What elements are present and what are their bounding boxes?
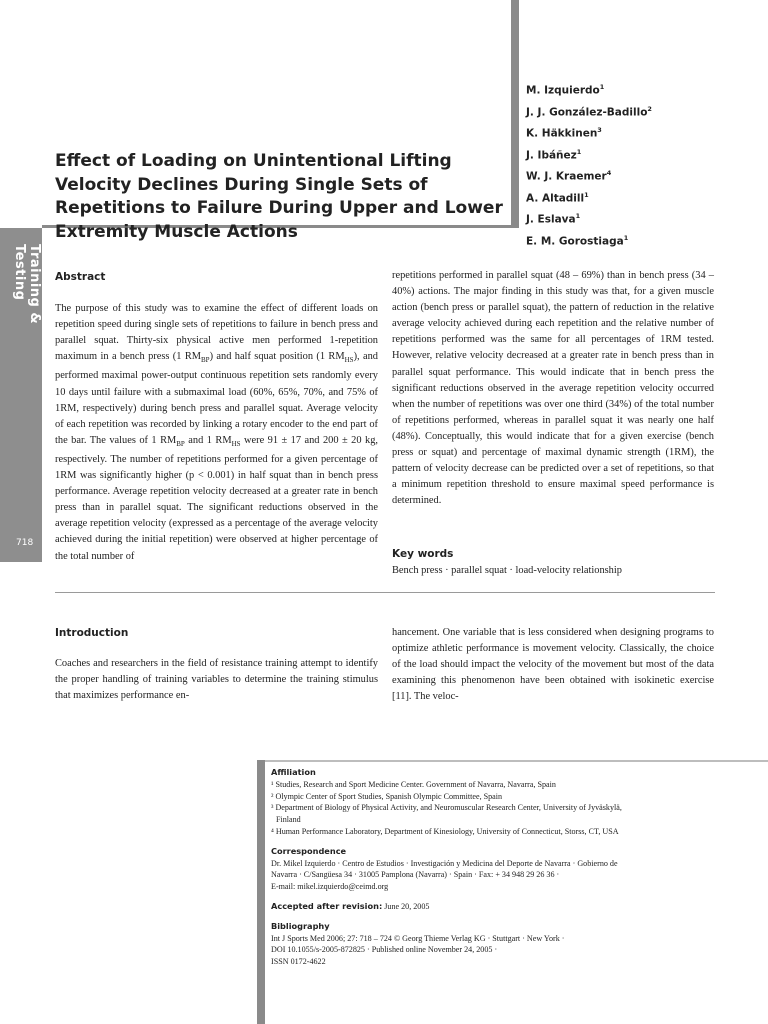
author: J. J. González-Badillo$^2$ (526, 104, 652, 118)
affiliation-heading: Affiliation (271, 767, 316, 777)
affiliation-line: ⁴ Human Performance Laboratory, Department of Kinesiology, University of Connecticut, Storss, CT, USA (271, 826, 619, 836)
affiliation-line: ¹ Studies, Research and Sport Medicine Center. Government of Navarra, Navarra, Spain (271, 779, 556, 789)
author: M. Izquierdo$^1$ (526, 83, 605, 97)
affiliation-box (271, 767, 741, 968)
correspondence-heading: Correspondence (271, 845, 347, 856)
affiliation-divider-bar (257, 760, 265, 1024)
abstract-heading: Abstract (55, 271, 106, 283)
page-number: 718 (16, 538, 34, 548)
introduction-text-left: Coaches and researchers in the field of resistance training attempt to identify the proper handling of training variables to determine the training stimulus that maximizes performance en- (55, 658, 378, 702)
correspondence-line: Dr. Mikel Izquierdo · Centro de Estudios · Investigación y Medicina del Deporte de Navarra · Gobierno de (271, 858, 618, 868)
article-title: Effect of Loading on Unintentional Lifting Velocity Declines During Single Sets of Repetitions to Failure During Upper and Lower Extremity Muscle Actions (55, 151, 503, 242)
introduction-heading: Introduction (55, 627, 129, 639)
abstract-divider-rule (55, 592, 715, 593)
author: E. M. Gorostiaga$^1$ (526, 233, 629, 247)
author: J. Eslava$^1$ (526, 212, 581, 226)
bibliography-heading: Bibliography (271, 920, 330, 931)
keywords-text: Bench press · parallel squat · load-velocity relationship (392, 565, 622, 576)
bibliography-line: Int J Sports Med 2006; 27: 718 – 724 © Georg Thieme Verlag KG · Stuttgart · New York · (271, 933, 565, 943)
affiliation-line: Finland (276, 815, 301, 825)
affiliation-line: ³ Department of Biology of Physical Activity, and Neuromuscular Research Center, University of Jyväskylä, (271, 803, 622, 813)
bibliography-line: ISSN 0172-4622 (271, 957, 326, 967)
correspondence-line: E-mail: mikel.izquierdo@ceimd.org (271, 882, 389, 892)
author: J. Ibáñez$^1$ (526, 147, 582, 161)
abstract-text-left: The purpose of this study was to examine the effect of different loads on repetition speed during single sets of repetitions to failure in bench press and parallel squat. Thirty-six physical active men performed 1-repetition maximum in a bench press (1 $RM_{BP}$) and half squat position (1 $RM_{HS}$), and performed maximal power-output continuous repetition sets randomly every 10 days until failure with a submaximal load (60%, 65%, 70%, and 75% of 1RM, respectively) during bench press and parallel squat. Average velocity of each repetition was recorded by linking a rotary encoder to the end part of the bar. The values of 1 $RM_{BP}$ and 1 $RM_{HS}$ were 91 ± 17 and 200 ± 20 kg, respectively. The number of repetitions performed for a given percentage of 1RM was significantly higher (p < 0.001) in half squat than in bench press performance. Average repetition velocity decreased at a greater rate in bench press than in parallel squat. The significant reductions observed in the average repetition velocity (expressed as a percentage of the average velocity achieved during the initial repetition) were observed at higher percentage of the total number of (55, 303, 378, 562)
author: A. Altadill$^1$ (526, 190, 589, 204)
affiliation-top-rule (265, 760, 768, 762)
abstract-text-right: repetitions performed in parallel squat (48 – 69%) than in bench press (34 – 40%) actions. The major finding in this study was that, for a given muscle action (bench press or parallel squat), the pattern of reduction in the relative average velocity achieved during each repetition and the relative number of repetitions performed was the same for all percentages of 1RM tested. However, relative velocity decreased at a greater rate in bench press than in parallel squat performance. This would indicate that in bench press the significant reductions observed in the average repetition velocity occurred when the number of repetitions was over one third (34%) of the total number of repetitions performed, whereas in parallel squat it was nearly one half (48%). Conceptually, this would indicate that for a given exercise (bench press or squat) and percentage of maximal dynamic strength (1RM), the pattern of velocity decrease can be predicted over a set of repetitions, so that a minimum repetition threshold to ensure maximal speed performance is determined. (392, 270, 714, 507)
introduction-text-right: hancement. One variable that is less considered when designing programs to optimize athletic performance is movement velocity. Classically, the choice of the load should impact the velocity of the movement but most of the data examining this phenomenon have been obtained with isokinetic exercise [11]. The veloc- (392, 627, 714, 703)
accepted-line: Accepted after revision: June 20, 2005 (271, 900, 430, 911)
correspondence-line: Navarra · C/Sangüesa 34 · 31005 Pamplona (Navarra) · Spain · Fax: + 34 948 29 26 36 · (271, 870, 560, 880)
top-divider-bar (511, 0, 519, 228)
affiliation-line: ² Olympic Center of Sport Studies, Spanish Olympic Committee, Spain (271, 791, 503, 801)
author: K. Häkkinen$^3$ (526, 126, 602, 140)
keywords-heading: Key words (392, 548, 454, 560)
author-list (526, 78, 652, 250)
section-label: Training & Testing (12, 244, 42, 325)
bibliography-line: DOI 10.1055/s-2005-872825 · Published online November 24, 2005 · (271, 945, 498, 955)
author: W. J. Kraemer$^4$ (526, 169, 612, 183)
